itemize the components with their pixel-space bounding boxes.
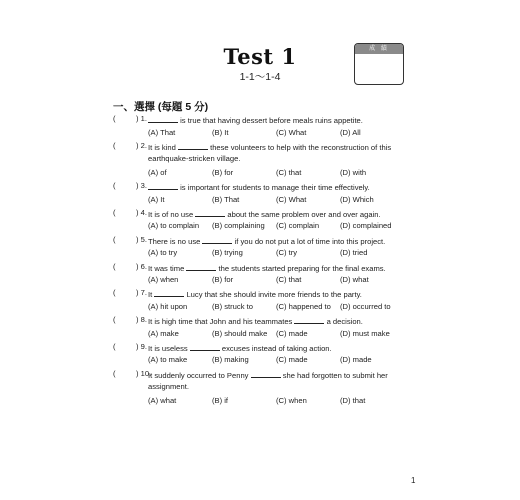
question-text: It suddenly occurred to Penny she had forgotten to submit her [148,370,388,380]
answer-paren-open: ( [113,140,116,150]
answer-blank [294,315,324,324]
question-number: ) 8. [136,315,147,325]
answer-paren-open: ( [113,368,116,378]
answer-blank [195,208,225,217]
option-b: (B) struck to [212,301,253,311]
answer-paren-open: ( [113,341,116,351]
answer-paren-open: ( [113,234,116,244]
option-a: (A) make [148,328,179,338]
option-c: (C) made [276,355,308,365]
answer-blank [186,262,216,271]
option-a: (A) It [148,194,165,204]
option-c: (C) complain [276,221,320,231]
option-c: (C) made [276,328,308,338]
option-a: (A) hit upon [148,301,188,311]
option-a: (A) of [148,167,167,177]
answer-paren-open: ( [113,181,116,191]
question-text-continued: assignment. [148,382,189,392]
option-b: (B) That [212,194,240,204]
option-d: (D) with [340,167,367,177]
answer-paren-open: ( [113,114,116,123]
question-number: ) 10. [136,368,152,378]
answer-blank [202,235,232,244]
option-b: (B) should make [212,328,268,338]
question-number: ) 1. [136,114,147,123]
option-d: (D) made [340,355,372,365]
question-text: It was time the students started preparing for the final exams. [148,263,386,273]
answer-paren-open: ( [113,207,116,217]
question-text-continued: earthquake-stricken village. [148,154,241,164]
question-number: ) 4. [136,207,147,217]
score-label: 成 績 [355,44,403,54]
question-text: is true that having dessert before meals ruins appetite. [148,114,363,126]
option-c: (C) when [276,395,307,405]
answer-paren-open: ( [113,288,116,298]
answer-blank [190,342,220,351]
option-d: (D) Which [340,194,374,204]
question-number: ) 7. [136,288,147,298]
option-d: (D) must make [340,328,390,338]
answer-blank [154,288,184,297]
option-a: (A) to make [148,355,188,365]
page-subtitle: 1-1～1-4 [239,71,281,83]
question-text: There is no use if you do not put a lot of time into this project. [148,236,386,246]
option-b: (B) It [212,127,229,137]
answer-blank [148,114,178,123]
question-text: is important for students to manage their time effectively. [148,181,370,193]
question-number: ) 3. [136,181,147,191]
option-c: (C) What [276,127,307,137]
question-text: It is useless excuses instead of taking action. [148,343,332,353]
option-c: (C) that [276,167,302,177]
option-a: (A) to try [148,248,178,258]
option-b: (B) for [212,167,234,177]
answer-blank [178,141,208,150]
option-a: (A) when [148,275,179,284]
option-b: (B) for [212,275,234,284]
question-text: It is kind these volunteers to help with the reconstruction of this [148,142,392,152]
option-a: (A) to complain [148,221,200,231]
option-a: (A) what [148,395,177,405]
option-d: (D) complained [340,221,392,231]
question-number: ) 6. [136,261,147,271]
score-box [354,43,404,85]
question-number: ) 5. [136,234,147,244]
option-c: (C) happened to [276,301,331,311]
question-text: It is high time that John and his teammates a decision. [148,317,363,327]
answer-blank [148,181,178,190]
option-c: (C) What [276,194,307,204]
question-number: ) 9. [136,341,147,351]
option-d: (D) that [340,395,366,405]
question-number: ) 2. [136,140,147,150]
option-b: (B) if [212,395,229,405]
option-d: (D) tried [340,248,368,258]
answer-paren-open: ( [113,261,116,271]
option-d: (D) All [340,127,361,137]
option-b: (B) trying [212,248,243,258]
option-d: (D) occurred to [340,301,391,311]
page-number: 1 [411,476,416,485]
page-title: Test 1 [223,44,297,69]
option-c: (C) try [276,248,298,258]
option-d: (D) what [340,275,369,284]
option-b: (B) making [212,355,249,365]
option-a: (A) That [148,127,176,137]
answer-paren-open: ( [113,315,116,325]
section-heading: 一、選擇 (每題 5 分) [113,101,209,113]
question-text: It Lucy that she should invite more friends to the party. [148,290,362,300]
option-c: (C) that [276,275,302,284]
question-text: It is of no use about the same problem over and over again. [148,209,381,219]
option-b: (B) complaining [212,221,265,231]
answer-blank [251,369,281,378]
